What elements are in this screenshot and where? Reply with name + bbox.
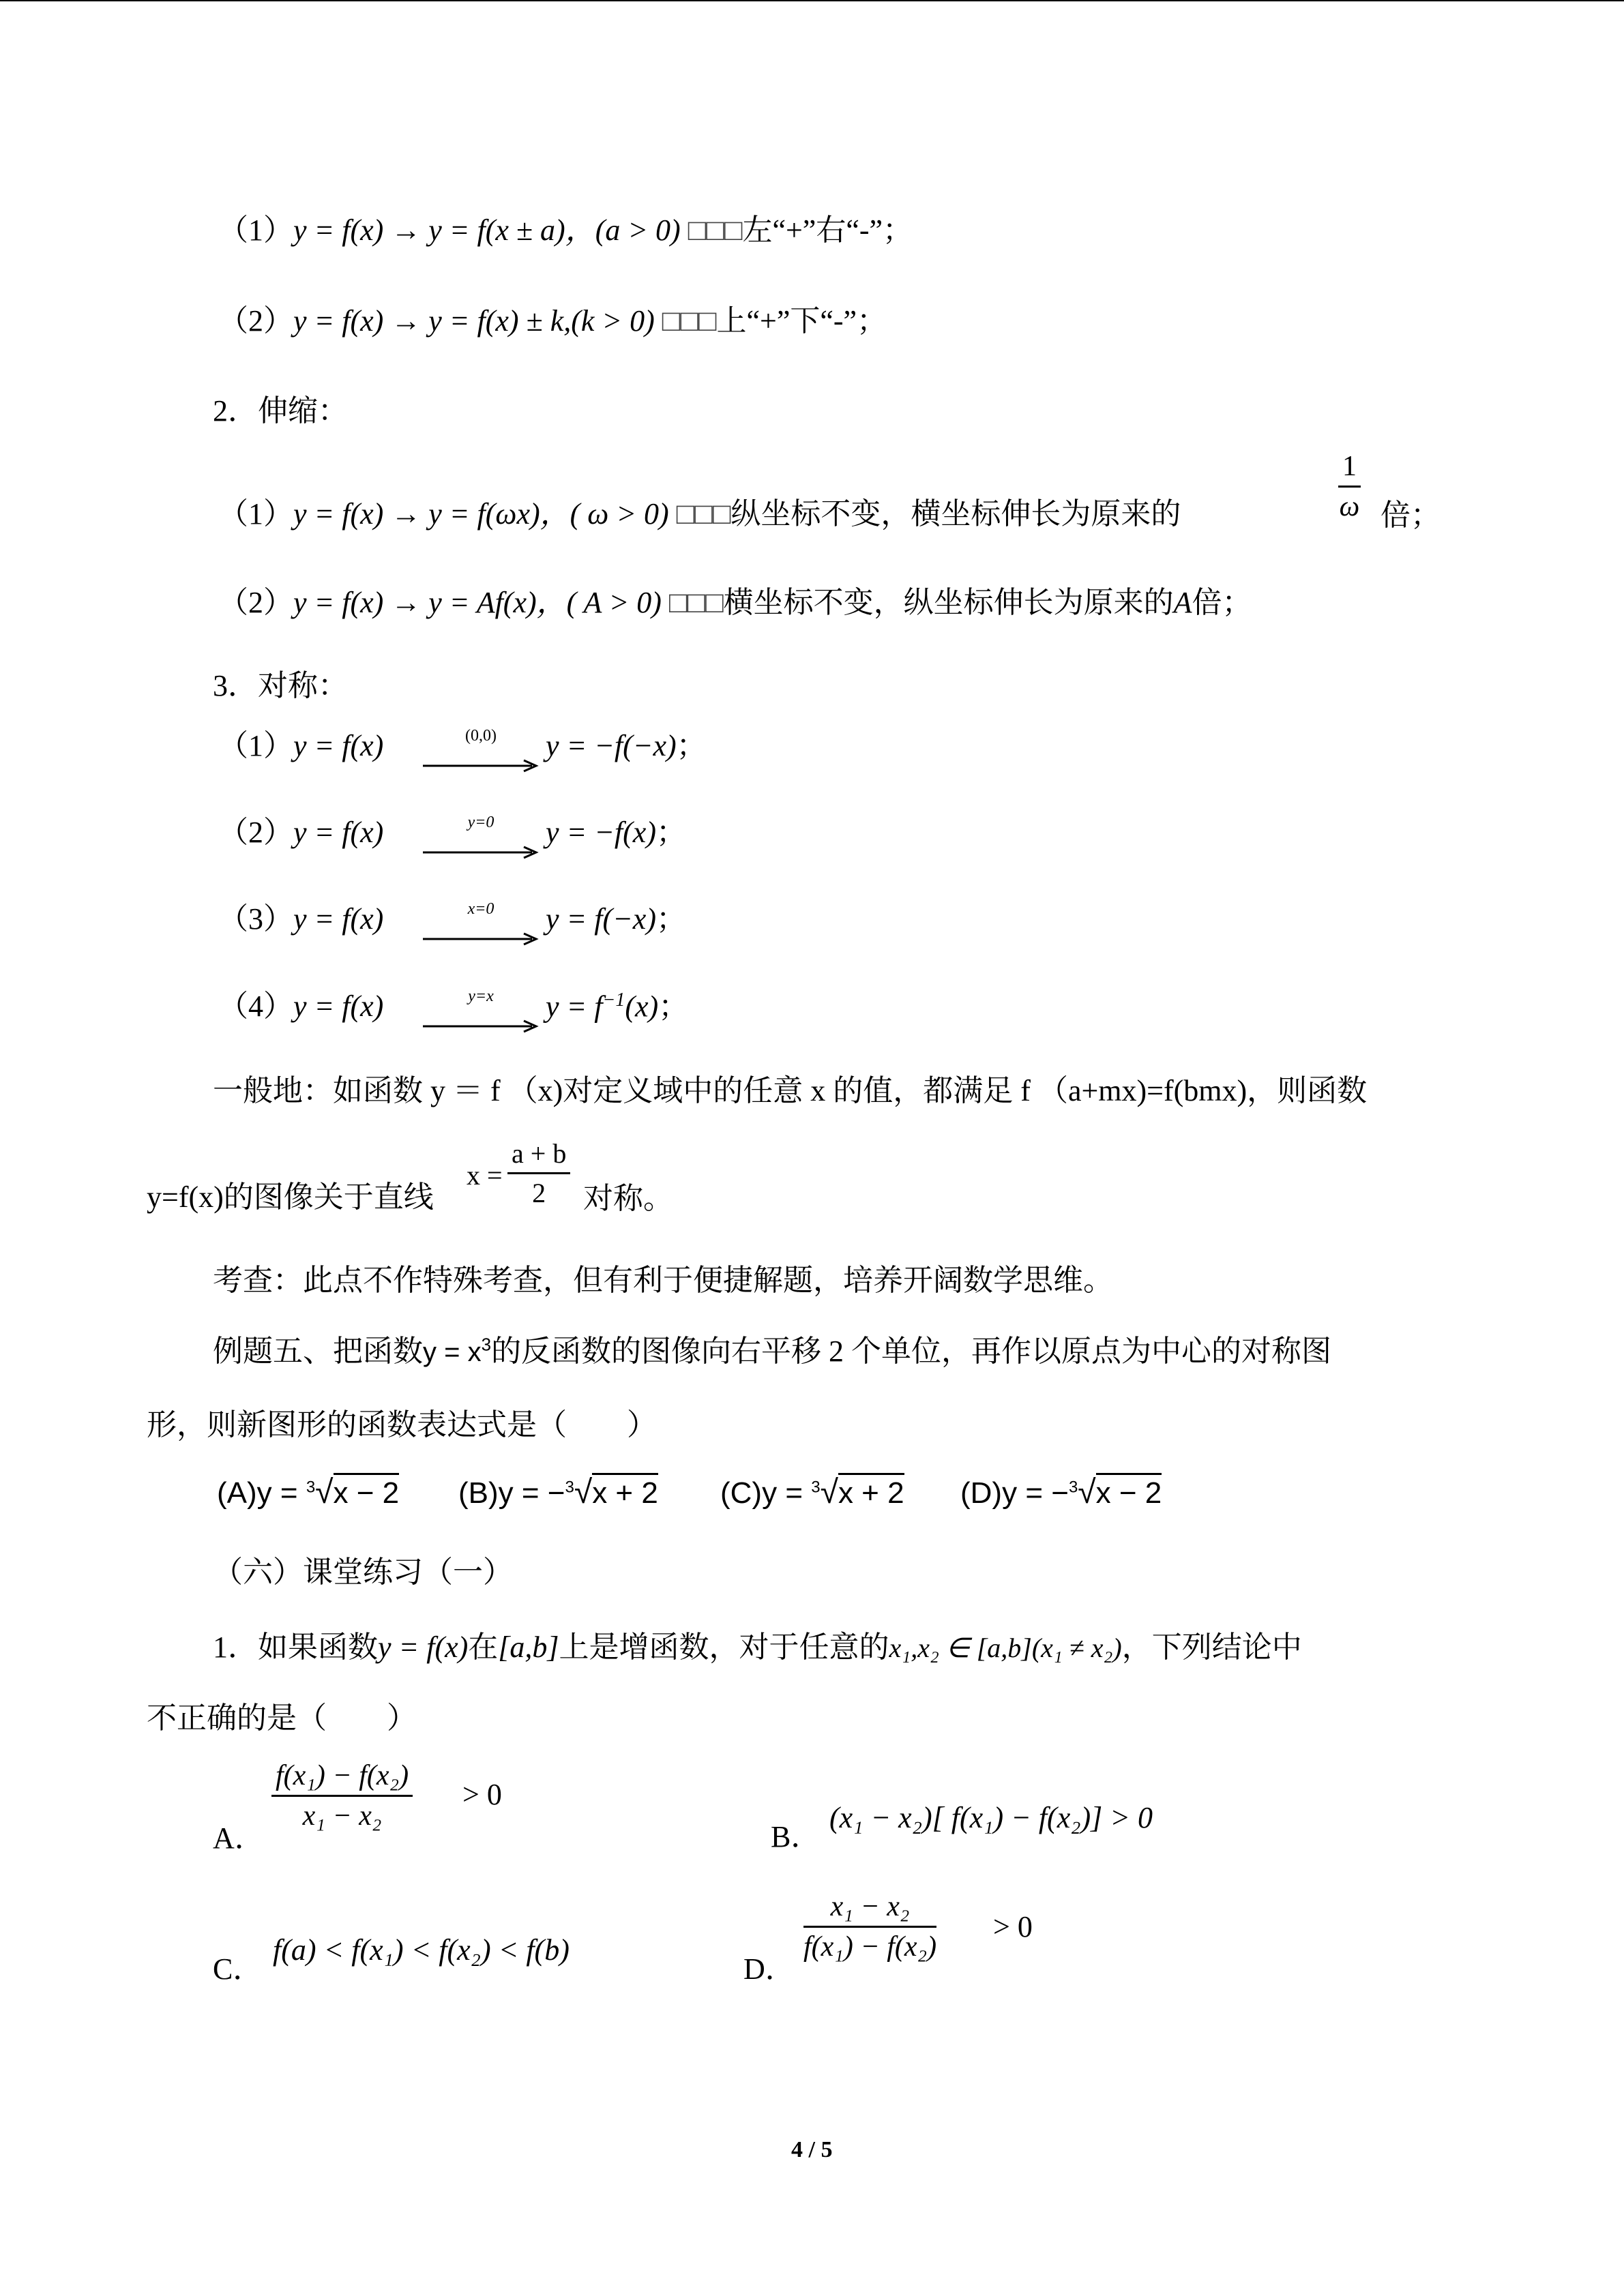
formula-rhs: y = −f(−x) — [546, 729, 677, 762]
fraction-numerator: x₁ − x₂ — [803, 1890, 936, 1928]
option-prefix: y = — [762, 1476, 812, 1510]
arrow-label: y=x — [468, 987, 494, 1005]
formula: y = f(x) → y = Af(x) — [293, 586, 537, 619]
choice-B-expression: (x₁ − x₂)[ f(x₁) − f(x₂)] > 0 — [829, 1801, 1153, 1834]
item-number: （1） — [218, 729, 293, 762]
condition: ，( ω > 0) — [540, 497, 669, 531]
superscript: 3 — [481, 1334, 492, 1355]
placeholder-boxes: □□□ — [688, 213, 743, 247]
placeholder-boxes: □□□ — [676, 497, 731, 531]
item-number: （1） — [218, 497, 293, 531]
choice-A-fraction — [271, 1759, 413, 1832]
item-number: （3） — [218, 902, 293, 936]
fraction-numerator: a + b — [507, 1137, 570, 1174]
question-prefix: 1．如果函数 — [213, 1630, 378, 1664]
stretch-line-1-tail: 倍； — [1381, 498, 1441, 532]
rule-text: 左“+”右“-”； — [742, 213, 913, 247]
right-arrow-icon — [423, 932, 539, 946]
choice-A-relation: > 0 — [462, 1778, 502, 1811]
tail: ； — [676, 729, 707, 762]
symmetry-item-2 — [218, 815, 383, 851]
example5-line-2: 形，则新图形的函数表达式是（ ） — [147, 1408, 657, 1442]
fraction-denominator: x₁ − x₂ — [302, 1800, 382, 1832]
option-prefix: y = − — [498, 1476, 565, 1510]
choice-D-fraction — [803, 1890, 936, 1963]
radicand: x − 2 — [334, 1473, 400, 1510]
option-label: (D) — [960, 1476, 1003, 1510]
formula-rhs: y = f — [546, 989, 603, 1024]
symmetry-item-2-rhs — [546, 815, 686, 851]
arrow-over-x0 — [423, 900, 539, 953]
rule-text: 纵坐标不变，横坐标伸长为原来的 — [730, 497, 1181, 531]
formula-lhs: y = f(x) — [293, 989, 384, 1023]
choice-C-expression: f(a) < f(x₁) < f(x₂) < f(b) — [273, 1933, 570, 1967]
formula: x₁,x₂ ∈ [a,b](x₁ ≠ x₂) — [889, 1632, 1122, 1663]
example-prefix: 例题五、把函数 — [213, 1335, 423, 1368]
arrow-over-yx — [423, 987, 539, 1041]
shift-line-2 — [218, 303, 887, 340]
option-label: (A) — [217, 1476, 257, 1510]
radicand: x + 2 — [838, 1473, 904, 1510]
question-text: ，下列结论中 — [1121, 1630, 1302, 1664]
item-number: （2） — [218, 816, 293, 849]
radical-index: 3 — [565, 1478, 574, 1497]
superscript: −1 — [602, 989, 625, 1011]
radical-index: 3 — [1068, 1478, 1078, 1497]
page-number: 4 / 5 — [791, 2137, 833, 2162]
formula-rhs: y = f(−x) — [546, 902, 656, 936]
option-B — [458, 1473, 658, 1512]
fraction-denominator: ω — [1339, 491, 1360, 522]
formula: y = x — [423, 1337, 482, 1367]
option-A — [217, 1473, 399, 1512]
formula: y = f(x) — [378, 1630, 469, 1664]
radical-index: 3 — [306, 1478, 316, 1497]
choice-A-label: A． — [213, 1821, 265, 1855]
rule-text: 上“+”下“-”； — [716, 304, 887, 338]
general-line-2-pre: y=f(x)的图像关于直线 — [147, 1180, 434, 1214]
item-number: （1） — [218, 213, 293, 247]
option-label: (C) — [720, 1476, 763, 1510]
shift-line-1 — [218, 213, 913, 249]
top-border — [0, 0, 1624, 1]
practice-q1-line-2: 不正确的是（ ） — [147, 1701, 417, 1735]
question-text: 在 — [468, 1630, 499, 1664]
formula: y = f(x) → y = f(ωx) — [293, 497, 540, 531]
placeholder-boxes: □□□ — [668, 586, 724, 619]
exam-note: 考查：此点不作特殊考查，但有利于便捷解题，培养开阔数学思维。 — [213, 1264, 1113, 1297]
right-arrow-icon — [423, 759, 539, 773]
choice-D-label: D． — [743, 1952, 795, 1986]
arrow-over-origin — [423, 727, 539, 780]
practice-heading: （六）课堂练习（一） — [213, 1555, 513, 1589]
formula-rhs: y = −f(x) — [546, 816, 656, 849]
formula-lhs: y = f(x) — [293, 816, 384, 849]
placeholder-boxes: □□□ — [662, 304, 717, 338]
arrow-label: x=0 — [467, 900, 494, 918]
radicand: x + 2 — [592, 1473, 658, 1510]
symmetry-item-3 — [218, 901, 383, 938]
general-frac-lhs: x = — [467, 1160, 503, 1191]
arrow-label: y=0 — [467, 814, 494, 831]
option-D — [960, 1473, 1162, 1512]
formula-lhs: y = f(x) — [293, 729, 384, 762]
condition: ，( A > 0) — [536, 586, 662, 619]
right-arrow-icon — [423, 846, 539, 859]
item-number: （2） — [218, 304, 293, 338]
rule-text: 横坐标不变，纵坐标伸长为原来的 — [723, 586, 1174, 619]
symmetry-item-3-rhs — [546, 901, 686, 938]
fraction-numerator: f(x₁) − f(x₂) — [271, 1759, 413, 1797]
option-prefix: y = − — [1002, 1476, 1069, 1510]
tail: ； — [655, 816, 686, 849]
arrow-over-y0 — [423, 814, 539, 867]
variable-A: A — [1173, 586, 1192, 619]
radical-icon: √ — [1078, 1474, 1096, 1510]
formula-arg: (x) — [625, 989, 659, 1024]
interval: [a,b] — [498, 1630, 559, 1664]
fraction-a-plus-b-over-2 — [507, 1137, 570, 1209]
fraction-numerator: 1 — [1338, 450, 1361, 488]
example5-line-1 — [213, 1334, 1331, 1370]
question-text: 上是增函数，对于任意的 — [559, 1630, 889, 1664]
item-number: （2） — [218, 586, 293, 619]
general-line-1: 一般地：如函数 y ＝ f （x)对定义域中的任意 x 的值，都满足 f （a+mx)=f(bmx)，则函数 — [213, 1074, 1368, 1107]
radical-icon: √ — [315, 1474, 334, 1510]
option-label: (B) — [458, 1476, 499, 1510]
formula: y = f(x) → y = f(x ± a) — [293, 213, 565, 247]
example-text: 的反函数的图像向右平移 2 个单位，再作以原点为中心的对称图 — [491, 1335, 1332, 1368]
option-C — [720, 1473, 904, 1512]
fraction-denominator: f(x₁) − f(x₂) — [803, 1931, 937, 1963]
stretch-line-1 — [218, 496, 1181, 533]
choice-B-label: B． — [771, 1820, 821, 1853]
symmetry-heading: 3．对称： — [213, 669, 348, 702]
symmetry-item-1 — [218, 728, 383, 764]
radical-index: 3 — [811, 1478, 821, 1497]
radicand: x − 2 — [1096, 1473, 1162, 1510]
formula: y = f(x) → y = f(x) ± k,(k > 0) — [293, 304, 655, 338]
stretch-line-2 — [218, 585, 1252, 621]
general-line-2-post: 对称。 — [583, 1182, 673, 1215]
item-number: （4） — [218, 989, 293, 1023]
option-prefix: y = — [256, 1476, 306, 1510]
arrow-label: (0,0) — [465, 727, 497, 745]
symmetry-item-4 — [218, 989, 383, 1025]
practice-q1-line-1 — [213, 1630, 1302, 1666]
stretch-heading: 2．伸缩： — [213, 394, 348, 428]
symmetry-item-4-rhs — [546, 989, 688, 1025]
formula-lhs: y = f(x) — [293, 902, 384, 936]
symmetry-item-1-rhs — [546, 728, 707, 764]
choice-D-relation: > 0 — [993, 1910, 1033, 1943]
right-arrow-icon — [423, 1019, 539, 1033]
fraction-denominator: 2 — [532, 1178, 546, 1208]
rule-tail: 倍； — [1192, 586, 1252, 619]
choice-C-label: C． — [213, 1952, 263, 1986]
tail: ； — [658, 989, 689, 1024]
fraction-one-over-omega — [1338, 450, 1361, 523]
condition: ，(a > 0) — [565, 213, 681, 247]
tail: ； — [655, 902, 686, 936]
radical-icon: √ — [574, 1474, 593, 1510]
radical-icon: √ — [820, 1474, 838, 1510]
